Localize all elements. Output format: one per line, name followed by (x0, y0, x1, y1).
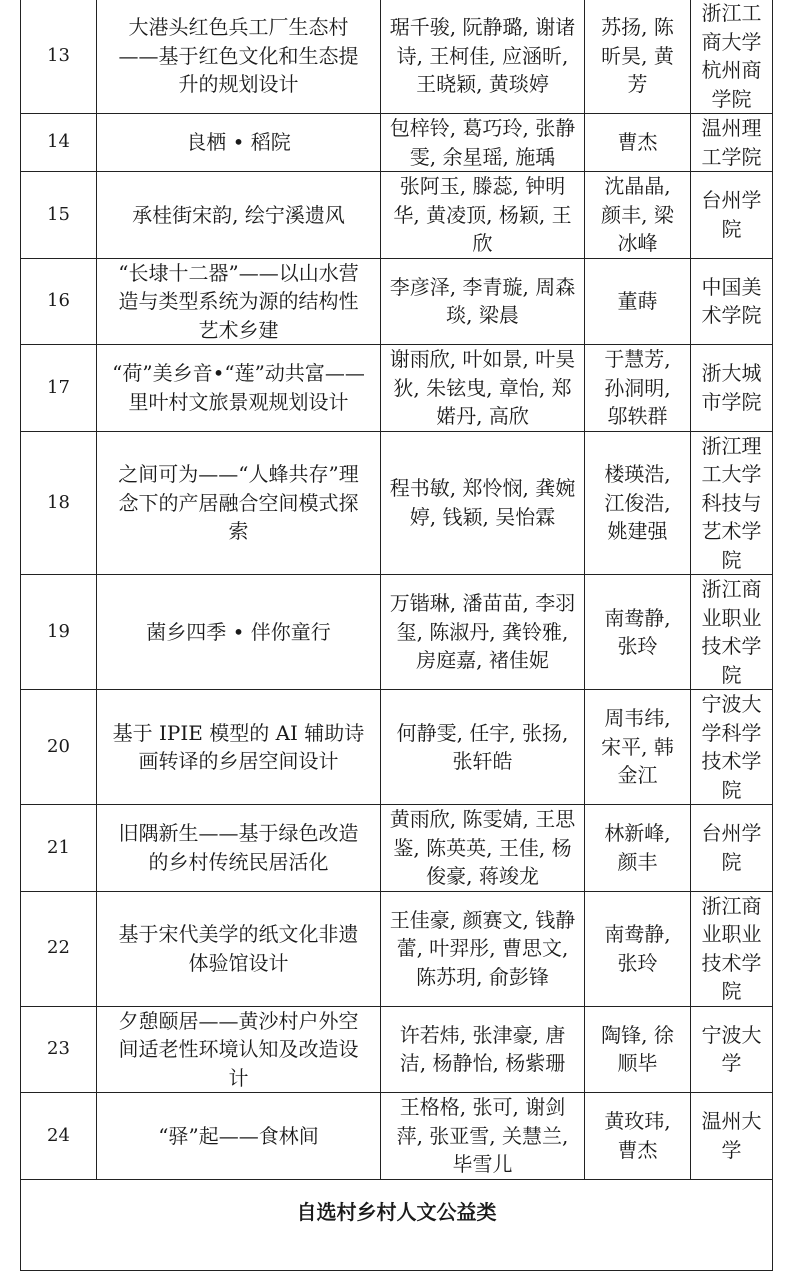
row-number: 24 (47, 1124, 70, 1146)
category-header-row (21, 1179, 773, 1270)
advisor-cell (585, 345, 691, 432)
row-number-cell (21, 805, 97, 892)
row-number-cell (21, 891, 97, 1006)
project-title: 承桂街宋韵, 绘宁溪遗风 (132, 202, 345, 227)
project-title: 之间可为——“人蜂共存”理念下的产居融合空间模式探索 (118, 462, 359, 543)
project-title-cell (97, 0, 381, 114)
team-members-cell (381, 1093, 585, 1180)
project-title: 菌乡四季 • 伴你童行 (146, 619, 331, 644)
table-row (21, 1093, 773, 1180)
project-title-cell (97, 258, 381, 345)
row-number-cell (21, 258, 97, 345)
school-name: 台州学院 (701, 821, 762, 874)
category-header-cell (21, 1179, 773, 1270)
table-row (21, 345, 773, 432)
table-row (21, 1006, 773, 1093)
advisor-names: 黄玫玮, 曹杰 (604, 1109, 671, 1162)
project-title: 旧隅新生——基于绿色改造的乡村传统民居活化 (118, 821, 359, 874)
project-title: “荷”美乡音•“莲”动共富——里叶村文旅景观规划设计 (112, 361, 365, 414)
team-members-cell (381, 0, 585, 114)
school-name: 温州大学 (701, 1109, 762, 1162)
advisor-cell (585, 172, 691, 259)
team-members-cell (381, 172, 585, 259)
school-cell (691, 258, 773, 345)
table-row (21, 172, 773, 259)
school-cell (691, 345, 773, 432)
advisor-cell (585, 1093, 691, 1180)
team-members: 李彦泽, 李青璇, 周森琰, 梁晨 (389, 274, 576, 328)
advisor-names: 曹杰 (617, 130, 658, 155)
advisor-cell (585, 258, 691, 345)
row-number: 17 (47, 376, 70, 398)
project-title: 良栖 • 稻院 (186, 130, 291, 155)
team-members: 谢雨欣, 叶如景, 叶昊狄, 朱铉曳, 章怡, 郑婼丹, 高欣 (389, 347, 576, 428)
row-number: 13 (47, 44, 70, 66)
project-title-cell (97, 1093, 381, 1180)
school-cell (691, 114, 773, 172)
advisor-cell (585, 431, 691, 575)
advisor-cell (585, 805, 691, 892)
project-title: 基于 IPIE 模型的 AI 辅助诗画转译的乡居空间设计 (112, 720, 365, 773)
school-name: 浙江工商大学杭州商学院 (701, 1, 762, 111)
team-members-cell (381, 258, 585, 345)
row-number-cell (21, 172, 97, 259)
advisor-names: 陶锋, 徐顺毕 (601, 1022, 674, 1076)
school-cell (691, 805, 773, 892)
school-name: 台州学院 (701, 188, 762, 241)
team-members: 万锴琳, 潘苗苗, 李羽玺, 陈淑丹, 龚铃雅, 房庭嘉, 褚佳妮 (389, 591, 576, 673)
advisor-cell (585, 891, 691, 1006)
award-list-table (20, 0, 773, 1271)
project-title: 夕憩颐居——黄沙村户外空间适老性环境认知及改造设计 (118, 1008, 359, 1090)
table-row (21, 891, 773, 1006)
team-members: 许若炜, 张津豪, 唐洁, 杨静怡, 杨紫珊 (399, 1022, 566, 1076)
school-cell (691, 690, 773, 805)
advisor-cell (585, 690, 691, 805)
team-members: 黄雨欣, 陈雯婧, 王思鉴, 陈英英, 王佳, 杨俊豪, 蒋竣龙 (389, 807, 576, 888)
advisor-names: 楼瑛浩, 江俊浩, 姚建强 (604, 462, 671, 543)
team-members: 包梓铃, 葛巧玲, 张静雯, 余星瑶, 施瑀 (389, 116, 576, 169)
school-cell (691, 0, 773, 114)
row-number-cell (21, 0, 97, 114)
row-number-cell (21, 345, 97, 432)
team-members-cell (381, 891, 585, 1006)
team-members: 琚千骏, 阮静璐, 谢诸诗, 王柯佳, 应涵昕, 王晓颖, 黄琰婷 (389, 15, 576, 97)
team-members-cell (381, 1006, 585, 1093)
school-cell (691, 575, 773, 690)
school-name: 中国美术学院 (701, 274, 762, 328)
project-title-cell (97, 805, 381, 892)
school-name: 浙江理工大学科技与艺术学院 (701, 433, 762, 572)
school-name: 宁波大学科学技术学院 (701, 692, 762, 802)
project-title-cell (97, 172, 381, 259)
advisor-names: 南鸯静, 张玲 (604, 605, 671, 658)
table-body (21, 0, 773, 1270)
team-members-cell (381, 575, 585, 690)
advisor-names: 于慧芳, 孙洞明, 邬轶群 (604, 347, 671, 428)
row-number: 23 (47, 1038, 70, 1059)
advisor-names: 周韦纬, 宋平, 韩金江 (601, 706, 674, 788)
row-number: 20 (47, 735, 70, 757)
school-cell (691, 431, 773, 575)
project-title: 大港头红色兵工厂生态村——基于红色文化和生态提升的规划设计 (118, 15, 359, 97)
advisor-names: 南鸯静, 张玲 (604, 922, 671, 975)
table-row (21, 575, 773, 690)
row-number-cell (21, 114, 97, 172)
team-members: 王格格, 张可, 谢剑萍, 张亚雪, 关慧兰, 毕雪儿 (396, 1095, 569, 1176)
row-number: 16 (47, 290, 70, 311)
row-number: 21 (47, 836, 70, 858)
table-row (21, 805, 773, 892)
category-title: 自选村乡村人文公益类 (296, 1199, 497, 1224)
project-title-cell (97, 575, 381, 690)
school-name: 浙江商业职业技术学院 (701, 893, 762, 1003)
advisor-cell (585, 575, 691, 690)
team-members-cell (381, 431, 585, 575)
team-members-cell (381, 114, 585, 172)
row-number: 19 (47, 620, 70, 642)
project-title-cell (97, 114, 381, 172)
project-title-cell (97, 891, 381, 1006)
row-number-cell (21, 575, 97, 690)
project-title: 基于宋代美学的纸文化非遗体验馆设计 (118, 922, 359, 975)
school-cell (691, 1093, 773, 1180)
table-row (21, 431, 773, 575)
row-number-cell (21, 1093, 97, 1180)
row-number: 15 (47, 203, 70, 225)
team-members: 程书敏, 郑怜悯, 龚婉婷, 钱颖, 吴怡霖 (389, 476, 576, 529)
advisor-cell (585, 0, 691, 114)
school-cell (691, 891, 773, 1006)
advisor-cell (585, 114, 691, 172)
project-title: “驿”起——食林间 (158, 1123, 319, 1148)
row-number: 22 (47, 937, 70, 959)
table-row (21, 0, 773, 114)
table-row (21, 114, 773, 172)
table-row (21, 258, 773, 345)
row-number: 18 (47, 491, 70, 513)
school-cell (691, 1006, 773, 1093)
advisor-cell (585, 1006, 691, 1093)
advisor-names: 苏扬, 陈昕昊, 黄芳 (601, 15, 674, 97)
team-members-cell (381, 805, 585, 892)
table-row (21, 690, 773, 805)
school-name: 浙大城市学院 (701, 361, 762, 414)
team-members: 何静雯, 任宇, 张扬, 张轩皓 (396, 720, 569, 773)
project-title-cell (97, 1006, 381, 1093)
team-members-cell (381, 345, 585, 432)
project-title-cell (97, 345, 381, 432)
row-number-cell (21, 1006, 97, 1093)
school-name: 宁波大学 (701, 1022, 762, 1076)
school-cell (691, 172, 773, 259)
project-title-cell (97, 690, 381, 805)
team-members: 张阿玉, 滕蕊, 钟明华, 黄凌顶, 杨颖, 王欣 (393, 174, 572, 255)
row-number-cell (21, 690, 97, 805)
row-number-cell (21, 431, 97, 575)
school-name: 浙江商业职业技术学院 (701, 577, 762, 687)
project-title: “长埭十二器”——以山水营造与类型系统为源的结构性艺术乡建 (118, 260, 359, 342)
team-members-cell (381, 690, 585, 805)
project-title-cell (97, 431, 381, 575)
school-name: 温州理工学院 (701, 116, 762, 169)
row-number: 14 (47, 131, 70, 153)
team-members: 王佳豪, 颜赛文, 钱静蕾, 叶羿彤, 曹思文, 陈苏玥, 俞彭锋 (389, 907, 576, 989)
advisor-names: 沈晶晶, 颜丰, 梁冰峰 (601, 174, 674, 255)
advisor-names: 林新峰, 颜丰 (604, 821, 671, 874)
advisor-names: 董蒔 (617, 289, 658, 313)
